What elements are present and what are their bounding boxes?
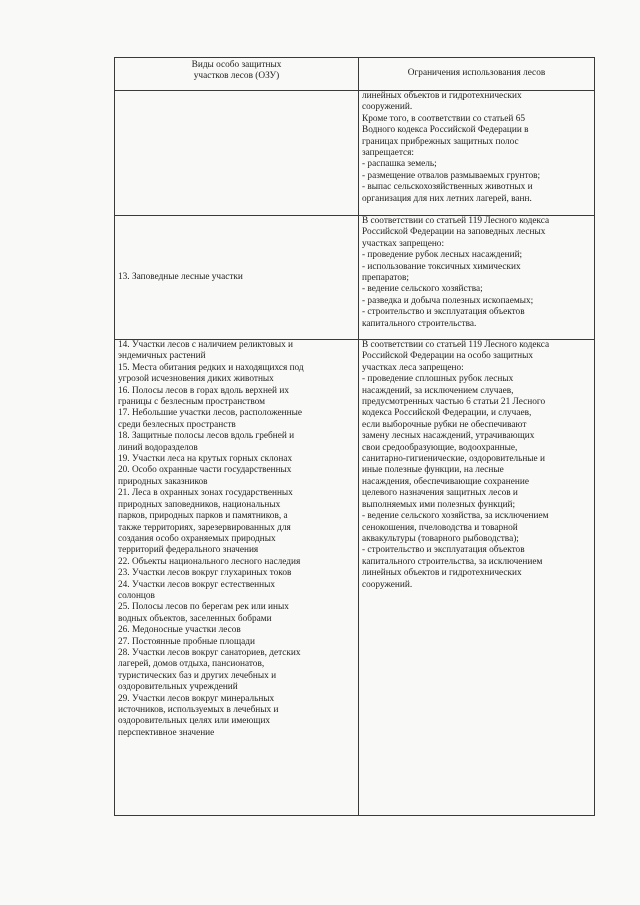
text-line: - проведение рубок лесных насаждений; [362, 250, 523, 261]
text-line: 19. Участки леса на крутых горных склонах [118, 454, 293, 465]
text-line: - разведка и добыча полезных ископаемых; [362, 295, 534, 306]
text-line: сенокошения, пчеловодства и товарной [362, 522, 518, 533]
text-line: 15. Места обитания редких и находящихся под [118, 362, 304, 373]
text-line: сооружений. [362, 102, 413, 113]
text-line: 14. Участки лесов с наличием реликтовых и [118, 340, 294, 350]
text-line: природных заказников [118, 476, 208, 487]
text-line: 22. Объекты национального лесного наследия [118, 556, 301, 567]
text-line: иные полезные функции, на лесные [362, 465, 504, 476]
header-zone-types-line: Виды особо защитных [191, 60, 282, 70]
text-line: организация для них летних лагерей, ванн. [362, 193, 532, 204]
text-line: 28. Участки лесов вокруг санаториев, детских [118, 647, 301, 658]
text-line: Водного кодекса Российской Федерации в [362, 125, 529, 136]
text-line: оздоровительных учреждений [118, 682, 238, 693]
row2-zone-cell: 13. Заповедные лесные участки [115, 216, 359, 340]
table-row [115, 91, 595, 216]
text-line: капитального строительства. [362, 318, 477, 329]
text-line: Кроме того, в соответствии со статьей 65 [362, 113, 526, 124]
text-line: 23. Участки лесов вокруг глухариных токов [118, 568, 292, 579]
text-line: сооружений. [362, 579, 413, 590]
text-line: оздоровительных целях или имеющих [118, 716, 271, 727]
text-line: Российской Федерации на особо защитных [362, 351, 534, 362]
text-line: 21. Леса в охранных зонах государственных [118, 488, 293, 499]
text-line: 24. Участки лесов вокруг естественных [118, 579, 276, 590]
text-line: водных объектов, заселенных бобрами [118, 613, 272, 624]
text-line: - использование токсичных химических [362, 261, 521, 272]
text-line: туристических баз и других лечебных и [118, 670, 277, 681]
text-line: препаратов; [362, 273, 409, 284]
text-line: - распашка земель; [362, 159, 437, 170]
text-line: границы с безлесным пространством [118, 397, 266, 408]
row1-restrictions-cell [359, 91, 595, 216]
text-line: В соответствии со статьей 119 Лесного кодекса [362, 340, 550, 350]
text-line: 29. Участки лесов вокруг минеральных [118, 693, 275, 704]
text-line: участках леса запрещено: [362, 362, 464, 373]
table-row [115, 216, 595, 340]
text-line: - строительство и эксплуатация объектов [362, 307, 525, 318]
text-line: если выборочные рубки не обеспечивают [362, 419, 527, 430]
text-line: насаждений, за исключением случаев, [362, 385, 514, 396]
text-line: границах прибрежных защитных полос [362, 136, 519, 147]
text-line: капитального строительства, за исключением [362, 556, 543, 567]
ozu-restrictions-table [114, 57, 595, 816]
text-line: 20. Особо охранные части государственных [118, 465, 292, 476]
row3-restrictions-cell [359, 340, 595, 816]
header-zone-types-line: участков лесов (ОЗУ) [193, 71, 280, 82]
text-line: насаждения, обеспечивающие сохранение [362, 476, 529, 487]
text-line: аквакультуры (товарного рыбоводства); [362, 533, 519, 544]
text-line: создания особо охраняемых природных [118, 533, 276, 544]
text-line: - проведение сплошных рубок лесных [362, 374, 514, 385]
text-line: замену лесных насаждений, утрачивающих [362, 431, 535, 442]
table-row [115, 340, 595, 816]
text-line: 25. Полосы лесов по берегам рек или иных [118, 602, 289, 613]
text-line: санитарно-гигиенические, оздоровительные и [362, 454, 545, 465]
text-line: - ведение сельского хозяйства, за исключением [362, 511, 549, 522]
text-line: лагерей, домов отдыха, пансионатов, [118, 659, 265, 670]
text-line: 27. Постоянные пробные площади [118, 636, 255, 647]
text-line: целевого назначения защитных лесов и [362, 488, 518, 499]
text-line: линейных объектов и гидротехнических [362, 91, 522, 101]
row1-zone-cell [115, 91, 359, 216]
text-line: источников, используемых в лечебных и [118, 705, 279, 715]
row2-restrictions-cell [359, 216, 595, 340]
text-line: также территориях, зарезервированных для [118, 522, 291, 533]
text-line: парков, природных парков и памятников, а [118, 511, 288, 522]
text-line: 17. Небольшие участки лесов, расположенные [118, 408, 302, 419]
text-line: эндемичных растений [118, 351, 206, 362]
text-line: - размещение отвалов размываемых грунтов; [362, 170, 541, 181]
text-line: - выпас сельскохозяйственных животных и [362, 182, 533, 193]
text-line: перспективное значение [118, 727, 215, 738]
text-line: среди безлесных пространств [118, 419, 236, 430]
text-line: 26. Медоносные участки лесов [118, 625, 241, 636]
text-line: природных заповедников, национальных [118, 499, 281, 510]
text-line: Российской Федерации на заповедных лесных [362, 227, 546, 238]
table-header-row [115, 58, 595, 91]
text-line: - строительство и эксплуатация объектов [362, 545, 525, 556]
text-line: - ведение сельского хозяйства; [362, 284, 483, 295]
text-line: территорий федерального значения [118, 545, 259, 556]
text-line: кодекса Российской Федерации, и случаев, [362, 408, 532, 419]
row3-zone-cell [115, 340, 359, 816]
text-line: В соответствии со статьей 119 Лесного кодекса [362, 216, 550, 226]
text-line: запрещается: [362, 148, 414, 159]
text-line: предусмотренных частью 6 статьи 21 Лесного [362, 397, 546, 408]
text-line: 16. Полосы лесов в горах вдоль верхней их [118, 385, 289, 396]
text-line: солонцов [118, 590, 155, 601]
text-line: линейных объектов и гидротехнических [362, 568, 522, 579]
text-line: выполняемых ими полезных функций; [362, 499, 516, 510]
text-line: линий водоразделов [118, 442, 198, 453]
text-line: 18. Защитные полосы лесов вдоль гребней и [118, 431, 295, 442]
text-line: угрозой исчезновения диких животных [118, 374, 274, 385]
text-line: участках запрещено: [362, 238, 445, 249]
header-restrictions: Ограничения использования лесов [359, 58, 595, 91]
header-zone-types [115, 58, 359, 91]
text-line: свои средообразующие, водоохранные, [362, 442, 518, 453]
